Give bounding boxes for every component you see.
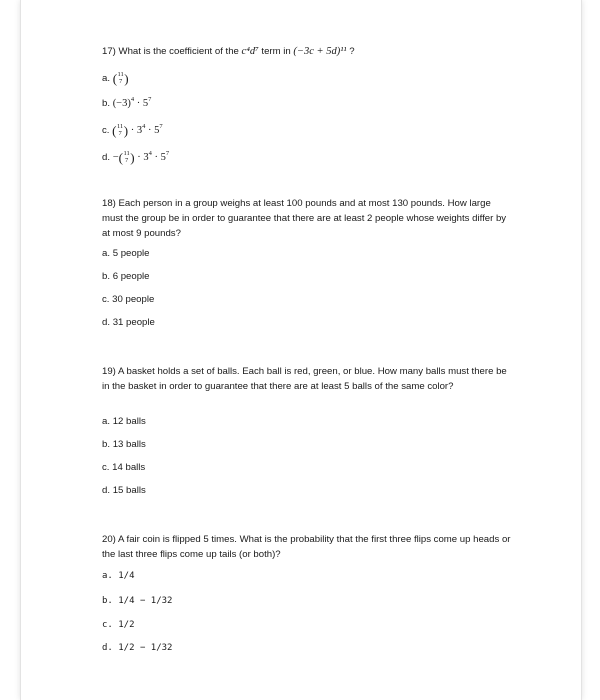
binomial-coefficient: ( 11 7 ) [112, 70, 129, 86]
option-math: $(-3)^4 \cdot 5^7$ [112, 95, 152, 109]
option-letter: d. [102, 643, 113, 653]
question-18-prompt: 18) Each person in a group weighs at least 100 pounds and at most 130 pounds. How large must the group be in order to guarantee that there are at least 2 people whose weights differ by at most 9 pounds? [102, 198, 507, 239]
option-letter: c. [102, 462, 110, 473]
option-text: 14 balls [112, 462, 146, 473]
option-20c[interactable] [102, 619, 135, 631]
prompt-suffix: ? [346, 46, 355, 57]
question-19 [102, 364, 522, 504]
option-19b[interactable] [102, 439, 146, 451]
option-math: · $3^4 \cdot 5^7$ [130, 122, 163, 137]
question-18 [102, 196, 522, 336]
prompt-expression: (−3c + 5d)¹¹ [293, 46, 347, 57]
prompt-text: 17) What is the coefficient of the [102, 46, 242, 57]
option-text: 1/4 − 1/32 [118, 596, 173, 606]
option-letter: d. [102, 152, 111, 164]
option-20d[interactable] [102, 642, 172, 654]
option-20a[interactable] [102, 570, 135, 582]
option-text: 1/2 − 1/32 [118, 643, 173, 653]
option-text: 12 balls [112, 416, 146, 427]
option-letter: a. [102, 571, 113, 581]
option-19d[interactable] [102, 485, 146, 497]
option-text: 1/2 [118, 620, 135, 630]
option-text: 6 people [112, 271, 150, 282]
option-20b[interactable] [102, 595, 172, 607]
question-17 [102, 44, 522, 164]
binomial-coefficient: ( 11 7 ) [118, 149, 135, 165]
option-18c[interactable] [102, 294, 154, 306]
question-20-prompt: 20) A fair coin is flipped 5 times. What is the probability that the first three flips come up heads or the last three flips come up tails (or both)? [102, 534, 511, 560]
document-page [20, 0, 582, 700]
option-text: 15 balls [112, 485, 146, 496]
question-19-prompt: 19) A basket holds a set of balls. Each ball is red, green, or blue. How many balls must there be in the basket in order to guarantee that there are at least 5 balls of the same color? [102, 366, 507, 392]
option-18a[interactable] [102, 248, 150, 260]
option-letter: d. [102, 485, 111, 496]
option-text: 5 people [112, 248, 150, 259]
option-18d[interactable] [102, 317, 155, 329]
option-letter: a. [102, 416, 111, 427]
option-17d[interactable] [102, 151, 169, 164]
option-letter: b. [102, 98, 111, 109]
option-letter: c. [102, 620, 113, 630]
prompt-text-mid: term in [258, 46, 294, 57]
minus-sign: − [112, 152, 119, 164]
option-letter: a. [102, 248, 111, 259]
question-20 [102, 532, 522, 662]
option-letter: c. [102, 125, 110, 137]
option-letter: d. [102, 317, 111, 328]
option-17b[interactable] [102, 95, 152, 110]
binomial-coefficient: ( 11 7 ) [112, 122, 129, 138]
option-math: · $3^4 \cdot 5^7$ [137, 149, 170, 164]
option-text: 30 people [112, 294, 155, 305]
option-text: 31 people [112, 317, 155, 328]
option-18b[interactable] [102, 271, 150, 283]
option-letter: b. [102, 439, 111, 450]
option-letter: b. [102, 596, 113, 606]
option-letter: a. [102, 73, 111, 85]
option-letter: c. [102, 294, 110, 305]
option-17a[interactable] [102, 72, 129, 85]
option-text: 13 balls [112, 439, 146, 450]
option-text: 1/4 [118, 571, 135, 581]
option-19a[interactable] [102, 416, 146, 428]
option-17c[interactable] [102, 124, 163, 137]
question-17-prompt-rendered [102, 44, 355, 59]
prompt-term: c⁴d⁷ [241, 46, 259, 57]
option-19c[interactable] [102, 462, 145, 474]
option-letter: b. [102, 271, 111, 282]
